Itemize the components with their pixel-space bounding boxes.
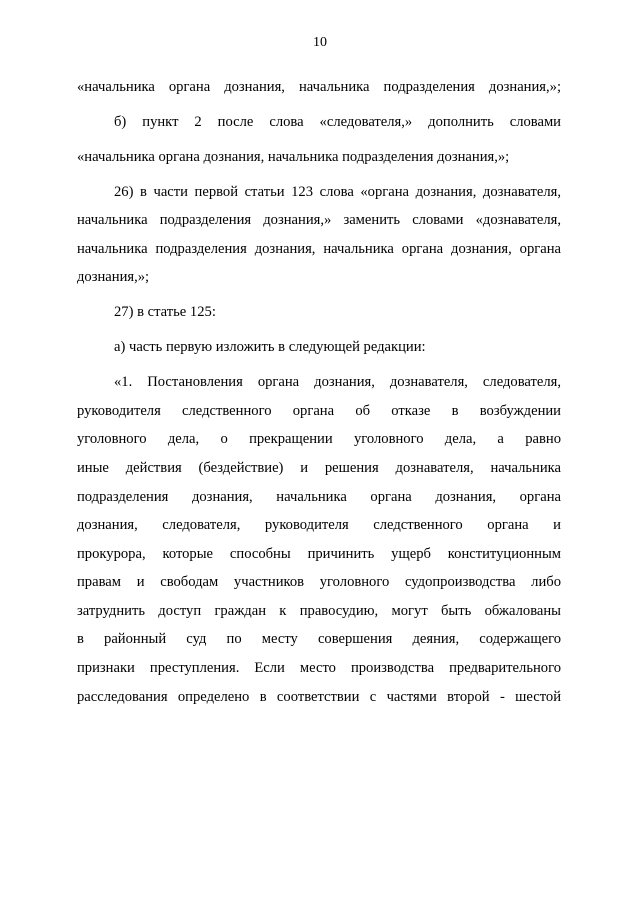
text-line: «1. Постановления органа дознания, дознавателя, следователя, [114,374,561,391]
document-body [77,73,561,718]
paragraph [77,108,561,137]
text-line: правам и свободам участников уголовного судопроизводства либо [77,574,561,591]
text-line: 27) в статье 125: [114,304,216,321]
text-line: подразделения дознания, начальника органа дознания, органа [77,488,561,505]
paragraph [77,178,561,292]
text-line: б) пункт 2 после слова «следователя,» дополнить словами [114,113,561,130]
page-number: 10 [313,35,327,50]
paragraph [77,143,561,172]
text-line: затруднить доступ граждан к правосудию, могут быть обжалованы [77,602,561,619]
text-line: а) часть первую изложить в следующей редакции: [114,339,426,356]
text-line: дознания, следователя, руководителя следственного органа и [77,517,561,534]
paragraph [77,73,561,102]
text-line: расследования определено в соответствии с частями второй - шестой [77,688,561,705]
text-line: 26) в части первой статьи 123 слова «органа дознания, дознавателя, [114,183,561,200]
text-line: уголовного дела, о прекращении уголовного дела, а равно [77,431,561,448]
text-line: иные действия (бездействие) и решения дознавателя, начальника [77,459,561,476]
text-line: «начальника органа дознания, начальника подразделения дознания,»; [77,79,561,95]
text-line: дознания,»; [77,269,150,286]
text-line: в районный суд по месту совершения деяния, содержащего [77,631,561,648]
text-line: начальника подразделения дознания, начальника органа дознания, органа [77,240,561,257]
text-line: руководителя следственного органа об отказе в возбуждении [77,402,561,419]
text-line: «начальника органа дознания, начальника подразделения дознания,»; [77,148,510,165]
text-line: начальника подразделения дознания,» заменить словами «дознавателя, [77,212,561,229]
paragraph [77,298,561,327]
text-line: признаки преступления. Если место производства предварительного [77,660,561,677]
paragraph [77,368,561,711]
text-line: прокурора, которые способны причинить ущерб конституционным [77,545,561,562]
paragraph [77,333,561,362]
